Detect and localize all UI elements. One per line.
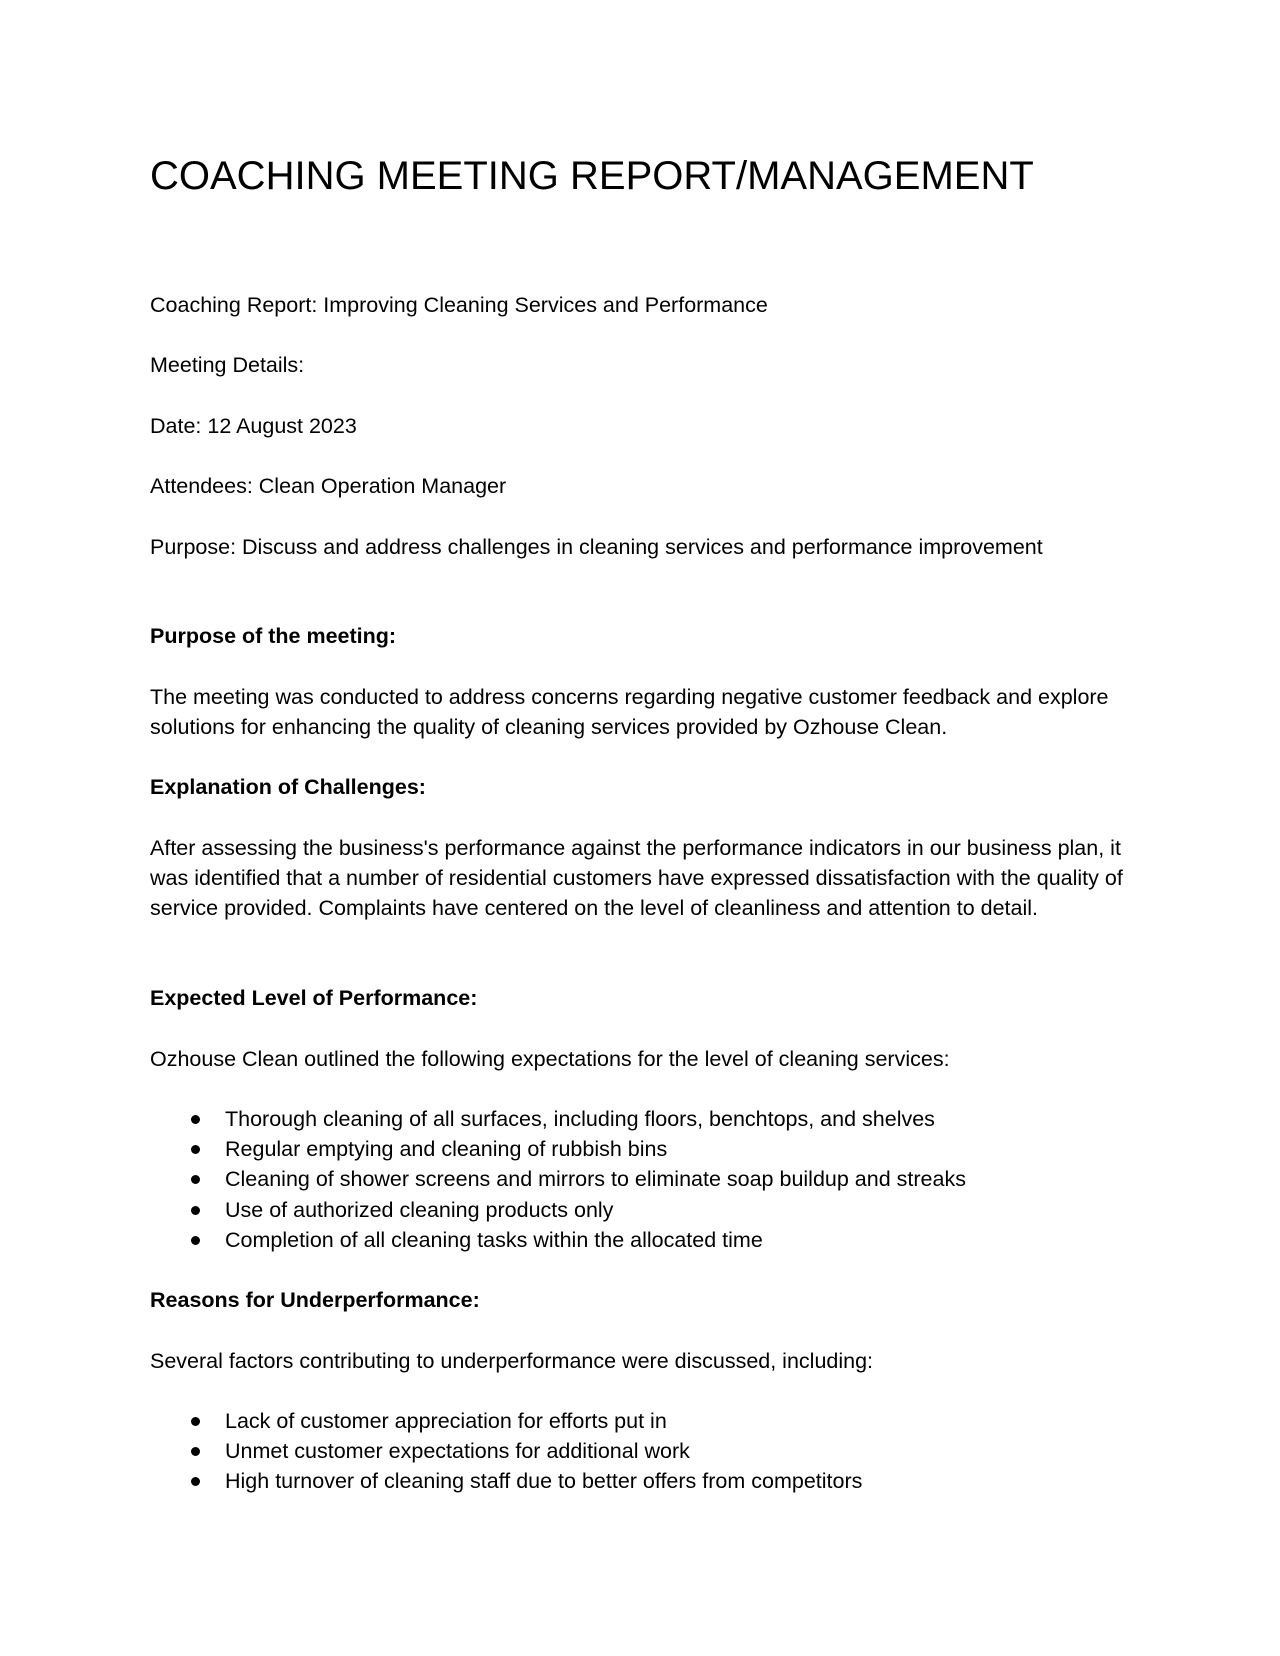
- underperformance-intro: Several factors contributing to underperformance were discussed, including:: [150, 1349, 874, 1373]
- expected-performance-heading: Expected Level of Performance:: [150, 986, 478, 1010]
- expected-performance-intro: Ozhouse Clean outlined the following expectations for the level of cleaning services:: [150, 1047, 950, 1071]
- purpose-heading: Purpose of the meeting:: [150, 624, 397, 648]
- underperformance-heading: Reasons for Underperformance:: [150, 1288, 480, 1312]
- bullet-icon: [191, 1115, 200, 1124]
- underperformance-list: [150, 1406, 862, 1497]
- list-item: Cleaning of shower screens and mirrors to eliminate soap buildup and streaks: [150, 1164, 966, 1194]
- meeting-attendees: Attendees: Clean Operation Manager: [150, 474, 507, 498]
- list-item: Use of authorized cleaning products only: [150, 1195, 966, 1225]
- list-item: Unmet customer expectations for additional work: [150, 1436, 862, 1466]
- bullet-icon: [191, 1236, 200, 1245]
- bullet-icon: [191, 1206, 200, 1215]
- bullet-icon: [191, 1447, 200, 1456]
- report-subtitle: Coaching Report: Improving Cleaning Services and Performance: [150, 293, 768, 317]
- list-item: Thorough cleaning of all surfaces, including floors, benchtops, and shelves: [150, 1104, 966, 1134]
- challenges-heading: Explanation of Challenges:: [150, 775, 426, 799]
- expected-performance-list: [150, 1104, 966, 1255]
- list-item: Regular emptying and cleaning of rubbish bins: [150, 1134, 966, 1164]
- purpose-paragraph: The meeting was conducted to address concerns regarding negative customer feedback and explore solutions for enhancing the quality of cleaning services provided by Ozhouse Clean.: [150, 685, 1109, 739]
- list-item: Lack of customer appreciation for efforts put in: [150, 1406, 862, 1436]
- challenges-paragraph: After assessing the business's performance against the performance indicators in our business plan, it was identified that a number of residential customers have expressed dissatisfaction with the quality of service provided. Complaints have centered on the level of cleanliness and attention to detail.: [150, 836, 1123, 920]
- bullet-icon: [191, 1477, 200, 1486]
- list-item: High turnover of cleaning staff due to better offers from competitors: [150, 1466, 862, 1496]
- bullet-icon: [191, 1175, 200, 1184]
- bullet-icon: [191, 1417, 200, 1426]
- bullet-icon: [191, 1145, 200, 1154]
- meeting-date: Date: 12 August 2023: [150, 414, 357, 438]
- document-title: COACHING MEETING REPORT/MANAGEMENT: [150, 154, 1034, 198]
- meeting-purpose: Purpose: Discuss and address challenges in cleaning services and performance improvement: [150, 535, 1043, 559]
- list-item: Completion of all cleaning tasks within the allocated time: [150, 1225, 966, 1255]
- meeting-details-label: Meeting Details:: [150, 353, 305, 377]
